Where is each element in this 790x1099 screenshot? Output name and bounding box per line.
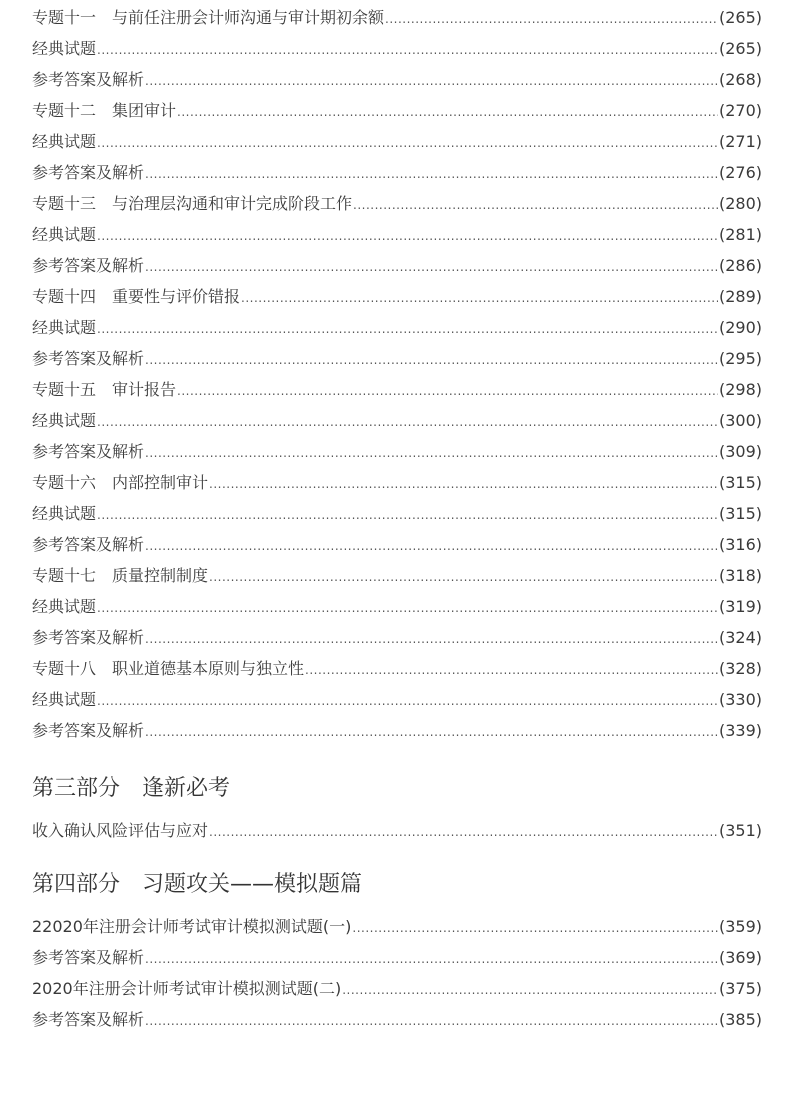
dot-leader bbox=[385, 4, 718, 35]
toc-entry-page-number: (359) bbox=[718, 917, 762, 936]
toc-entry-title: 专题十八 职业道德基本原则与独立性 bbox=[32, 659, 305, 678]
dot-leader bbox=[177, 376, 718, 407]
dot-leader bbox=[145, 252, 718, 283]
toc-entry[interactable] bbox=[32, 95, 762, 126]
dot-leader bbox=[145, 1006, 718, 1037]
dot-leader bbox=[177, 97, 718, 128]
dot-leader bbox=[145, 438, 718, 469]
dot-leader bbox=[97, 221, 718, 252]
toc-entry-page-number: (315) bbox=[718, 504, 762, 523]
toc-entry-page-number: (298) bbox=[718, 380, 762, 399]
toc-entry-title: 专题十三 与治理层沟通和审计完成阶段工作 bbox=[32, 194, 353, 213]
toc-entry[interactable] bbox=[32, 653, 762, 684]
toc-entry-title: 经典试题 bbox=[32, 504, 97, 523]
toc-entry[interactable] bbox=[32, 312, 762, 343]
toc-entry-page-number: (295) bbox=[718, 349, 762, 368]
toc-entry-page-number: (315) bbox=[718, 473, 762, 492]
toc-entry-title: 22020年注册会计师考试审计模拟测试题(一) bbox=[32, 917, 352, 936]
toc-entry-page-number: (330) bbox=[718, 690, 762, 709]
toc-entry-title: 参考答案及解析 bbox=[32, 349, 145, 368]
toc-entry-page-number: (385) bbox=[718, 1010, 762, 1029]
toc-entry-page-number: (290) bbox=[718, 318, 762, 337]
dot-leader bbox=[97, 593, 718, 624]
toc-entry-page-number: (351) bbox=[718, 821, 762, 840]
toc-entry-title: 专题十二 集团审计 bbox=[32, 101, 177, 120]
toc-entry-page-number: (268) bbox=[718, 70, 762, 89]
toc-entry-page-number: (300) bbox=[718, 411, 762, 430]
toc-entry-page-number: (270) bbox=[718, 101, 762, 120]
toc-entry-title: 经典试题 bbox=[32, 690, 97, 709]
toc-entry-page-number: (286) bbox=[718, 256, 762, 275]
dot-leader bbox=[342, 975, 718, 1006]
toc-list-part4 bbox=[32, 911, 762, 1035]
toc-entry-title: 参考答案及解析 bbox=[32, 163, 145, 182]
toc-entry-page-number: (309) bbox=[718, 442, 762, 461]
toc-entry[interactable] bbox=[32, 715, 762, 746]
dot-leader bbox=[145, 944, 718, 975]
toc-entry[interactable] bbox=[32, 973, 762, 1004]
toc-entry-page-number: (324) bbox=[718, 628, 762, 647]
toc-entry-page-number: (318) bbox=[718, 566, 762, 585]
dot-leader bbox=[305, 655, 718, 686]
toc-entry-page-number: (271) bbox=[718, 132, 762, 151]
dot-leader bbox=[353, 190, 718, 221]
toc-entry[interactable] bbox=[32, 942, 762, 973]
toc-entry[interactable] bbox=[32, 250, 762, 281]
toc-entry-title: 专题十七 质量控制制度 bbox=[32, 566, 209, 585]
toc-entry[interactable] bbox=[32, 498, 762, 529]
toc-entry[interactable] bbox=[32, 219, 762, 250]
dot-leader bbox=[352, 913, 718, 944]
part4-heading: 第四部分 习题攻关——模拟题篇 bbox=[32, 872, 363, 897]
toc-entry[interactable] bbox=[32, 815, 762, 846]
dot-leader bbox=[209, 817, 718, 848]
toc-entry[interactable] bbox=[32, 467, 762, 498]
dot-leader bbox=[97, 407, 718, 438]
toc-entry-title: 专题十一 与前任注册会计师沟通与审计期初余额 bbox=[32, 8, 385, 27]
toc-entry-title: 参考答案及解析 bbox=[32, 721, 145, 740]
toc-entry-title: 经典试题 bbox=[32, 132, 97, 151]
toc-entry-page-number: (375) bbox=[718, 979, 762, 998]
toc-entry-title: 参考答案及解析 bbox=[32, 256, 145, 275]
dot-leader bbox=[97, 314, 718, 345]
toc-entry-page-number: (281) bbox=[718, 225, 762, 244]
toc-entry-title: 参考答案及解析 bbox=[32, 535, 145, 554]
toc-entry[interactable] bbox=[32, 343, 762, 374]
toc-entry[interactable] bbox=[32, 591, 762, 622]
toc-entry-title: 参考答案及解析 bbox=[32, 442, 145, 461]
toc-entry[interactable] bbox=[32, 529, 762, 560]
toc-entry-page-number: (339) bbox=[718, 721, 762, 740]
dot-leader bbox=[241, 283, 718, 314]
toc-entry[interactable] bbox=[32, 1004, 762, 1035]
toc-entry-page-number: (265) bbox=[718, 39, 762, 58]
dot-leader bbox=[97, 35, 718, 66]
toc-entry-page-number: (319) bbox=[718, 597, 762, 616]
toc-list-topics bbox=[32, 0, 762, 746]
dot-leader bbox=[145, 159, 718, 190]
toc-entry[interactable] bbox=[32, 374, 762, 405]
toc-entry[interactable] bbox=[32, 436, 762, 467]
dot-leader bbox=[97, 500, 718, 531]
toc-entry[interactable] bbox=[32, 560, 762, 591]
toc-entry[interactable] bbox=[32, 157, 762, 188]
dot-leader bbox=[209, 562, 718, 593]
toc-entry-title: 专题十四 重要性与评价错报 bbox=[32, 287, 241, 306]
toc-entry-title: 参考答案及解析 bbox=[32, 70, 145, 89]
toc-entry[interactable] bbox=[32, 126, 762, 157]
toc-entry-title: 经典试题 bbox=[32, 225, 97, 244]
dot-leader bbox=[145, 531, 718, 562]
toc-entry[interactable] bbox=[32, 684, 762, 715]
toc-entry[interactable] bbox=[32, 33, 762, 64]
part3-heading: 第三部分 逢新必考 bbox=[32, 776, 231, 801]
dot-leader bbox=[145, 345, 718, 376]
toc-entry-title: 参考答案及解析 bbox=[32, 948, 145, 967]
toc-entry-title: 经典试题 bbox=[32, 39, 97, 58]
dot-leader bbox=[97, 128, 718, 159]
toc-entry-title: 参考答案及解析 bbox=[32, 1010, 145, 1029]
dot-leader bbox=[209, 469, 718, 500]
toc-entry-page-number: (276) bbox=[718, 163, 762, 182]
toc-entry[interactable] bbox=[32, 405, 762, 436]
toc-entry-title: 经典试题 bbox=[32, 597, 97, 616]
dot-leader bbox=[145, 624, 718, 655]
toc-entry[interactable] bbox=[32, 2, 762, 33]
toc-entry-title: 2020年注册会计师考试审计模拟测试题(二) bbox=[32, 979, 342, 998]
toc-entry[interactable] bbox=[32, 281, 762, 312]
toc-entry[interactable] bbox=[32, 911, 762, 942]
toc-page bbox=[32, 0, 762, 1035]
dot-leader bbox=[145, 717, 718, 748]
toc-entry-page-number: (316) bbox=[718, 535, 762, 554]
dot-leader bbox=[145, 66, 718, 97]
toc-entry-page-number: (265) bbox=[718, 8, 762, 27]
toc-entry[interactable] bbox=[32, 64, 762, 95]
toc-entry[interactable] bbox=[32, 622, 762, 653]
toc-entry-title: 经典试题 bbox=[32, 411, 97, 430]
toc-entry-page-number: (328) bbox=[718, 659, 762, 678]
toc-entry-page-number: (369) bbox=[718, 948, 762, 967]
dot-leader bbox=[97, 686, 718, 717]
toc-entry-title: 经典试题 bbox=[32, 318, 97, 337]
toc-list-part3 bbox=[32, 815, 762, 846]
toc-entry-title: 收入确认风险评估与应对 bbox=[32, 821, 209, 840]
toc-entry-title: 参考答案及解析 bbox=[32, 628, 145, 647]
toc-entry-title: 专题十五 审计报告 bbox=[32, 380, 177, 399]
toc-entry-page-number: (289) bbox=[718, 287, 762, 306]
toc-entry-page-number: (280) bbox=[718, 194, 762, 213]
toc-entry-title: 专题十六 内部控制审计 bbox=[32, 473, 209, 492]
toc-entry[interactable] bbox=[32, 188, 762, 219]
